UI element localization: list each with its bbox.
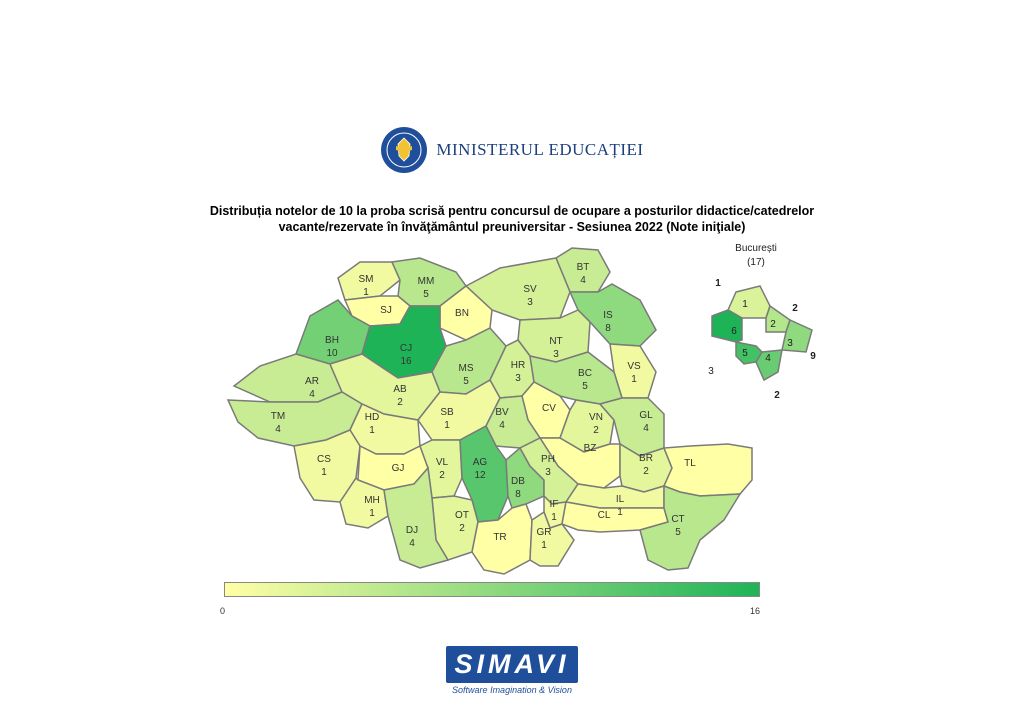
county-shapes <box>228 248 752 574</box>
county-value-label: 1 <box>369 508 375 519</box>
county-value-label: 3 <box>545 467 551 478</box>
county-value-label: 1 <box>363 287 369 298</box>
bucharest-title: București <box>735 243 777 254</box>
footer <box>0 646 1024 695</box>
county-code-label: BH <box>325 335 339 346</box>
county-code-label: BR <box>639 453 653 464</box>
bucharest-sectors <box>712 286 812 380</box>
county-value-label: 8 <box>605 323 611 334</box>
bucharest-sector-6 <box>712 310 742 342</box>
county-code-label: MH <box>364 495 380 506</box>
county-value-label: 5 <box>463 376 469 387</box>
county-value-label: 3 <box>515 373 521 384</box>
simavi-tagline: Software Imagination & Vision <box>452 685 572 695</box>
county-code-label: CS <box>317 454 331 465</box>
county-code-label: SB <box>440 407 454 418</box>
county-code-label: AG <box>472 457 488 468</box>
county-code-label: TM <box>270 411 286 422</box>
county-code-label: BN <box>455 308 469 319</box>
county-code-label: MM <box>417 276 435 287</box>
county-value-label: 2 <box>397 397 403 408</box>
county-code-label: CT <box>671 514 685 525</box>
county-value-label: 5 <box>582 381 588 392</box>
county-value-label: 2 <box>459 523 465 534</box>
bucharest-outer-label: 9 <box>810 351 816 362</box>
county-value-label: 10 <box>326 348 338 359</box>
bucharest-sector-value-label: 3 <box>787 338 793 349</box>
bucharest-inset <box>708 243 816 401</box>
county-code-label: CL <box>597 510 611 521</box>
county-code-label: CJ <box>399 343 413 354</box>
county-value-label: 4 <box>275 424 281 435</box>
county-value-label: 1 <box>617 507 623 518</box>
county-value-label: 5 <box>675 527 681 538</box>
county-value-label: 1 <box>631 374 637 385</box>
county-code-label: VL <box>435 457 449 468</box>
county-code-label: PH <box>541 454 555 465</box>
county-code-label: GJ <box>391 463 405 474</box>
county-code-label: SJ <box>380 305 392 316</box>
county-value-label: 1 <box>444 420 450 431</box>
bucharest-sector-value-label: 2 <box>770 319 776 330</box>
county-code-label: HR <box>510 360 526 371</box>
county-value-label: 8 <box>515 489 521 500</box>
title-line-2: vacante/rezervate în învăţământul preuniversitar - Sesiunea 2022 (Note iniţiale) <box>278 220 746 234</box>
bucharest-outer-label: 1 <box>715 278 721 289</box>
county-code-label: TR <box>493 532 507 543</box>
county-code-label: GL <box>639 410 653 421</box>
county-code-label: TL <box>684 458 696 469</box>
county-value-label: 4 <box>309 389 315 400</box>
county-value-label: 1 <box>541 540 547 551</box>
county-code-label: SV <box>523 284 537 295</box>
county-code-label: IF <box>549 499 559 510</box>
county-code-label: CV <box>542 403 556 414</box>
county-value-label: 3 <box>527 297 533 308</box>
bucharest-sector-value-label: 5 <box>742 348 748 359</box>
county-value-label: 4 <box>643 423 649 434</box>
county-code-label: VS <box>627 361 641 372</box>
county-code-label: AB <box>393 384 407 395</box>
county-tl <box>664 444 752 496</box>
county-value-label: 1 <box>369 425 375 436</box>
title-line-1: Distribuția notelor de 10 la proba scrisă pentru concursul de ocupare a posturilor didactice/catedrelor <box>209 204 815 218</box>
color-scale-legend <box>224 582 760 597</box>
county-code-label: BT <box>576 262 590 273</box>
county-code-label: BV <box>495 407 509 418</box>
legend-max-label: 16 <box>750 606 761 616</box>
county-value-label: 2 <box>643 466 649 477</box>
county-code-label: DJ <box>405 525 419 536</box>
county-value-label: 1 <box>551 512 557 523</box>
county-value-label: 5 <box>423 289 429 300</box>
county-code-label: GR <box>536 527 552 538</box>
simavi-logo: SIMAVI <box>446 646 577 683</box>
county-code-label: IL <box>615 494 625 505</box>
county-value-label: 4 <box>580 275 586 286</box>
county-code-label: MS <box>458 363 474 374</box>
bucharest-total: (17) <box>747 257 765 268</box>
county-value-label: 3 <box>553 349 559 360</box>
bucharest-sector-value-label: 4 <box>765 353 771 364</box>
bucharest-outer-label: 2 <box>792 303 798 314</box>
county-code-label: AR <box>305 376 319 387</box>
county-value-label: 2 <box>439 470 445 481</box>
legend-min-label: 0 <box>220 606 226 616</box>
county-code-label: BZ <box>583 443 597 454</box>
county-value-label: 12 <box>474 470 486 481</box>
county-value-label: 4 <box>499 420 505 431</box>
bucharest-outer-label: 3 <box>708 366 714 377</box>
county-code-label: NT <box>549 336 563 347</box>
county-code-label: DB <box>511 476 525 487</box>
county-code-label: BC <box>578 368 592 379</box>
county-code-label: IS <box>603 310 613 321</box>
county-value-label: 2 <box>593 425 599 436</box>
county-code-label: VN <box>589 412 603 423</box>
bucharest-sector-value-label: 6 <box>731 326 737 337</box>
bucharest-outer-label: 2 <box>774 390 780 401</box>
county-value-label: 4 <box>409 538 415 549</box>
county-code-label: OT <box>455 510 469 521</box>
ministry-name: MINISTERUL EDUCAȚIEI <box>436 140 644 159</box>
county-value-label: 16 <box>400 356 412 367</box>
county-value-label: 1 <box>321 467 327 478</box>
county-code-label: SM <box>358 274 374 285</box>
county-code-label: HD <box>364 412 380 423</box>
bucharest-sector-value-label: 1 <box>742 299 748 310</box>
